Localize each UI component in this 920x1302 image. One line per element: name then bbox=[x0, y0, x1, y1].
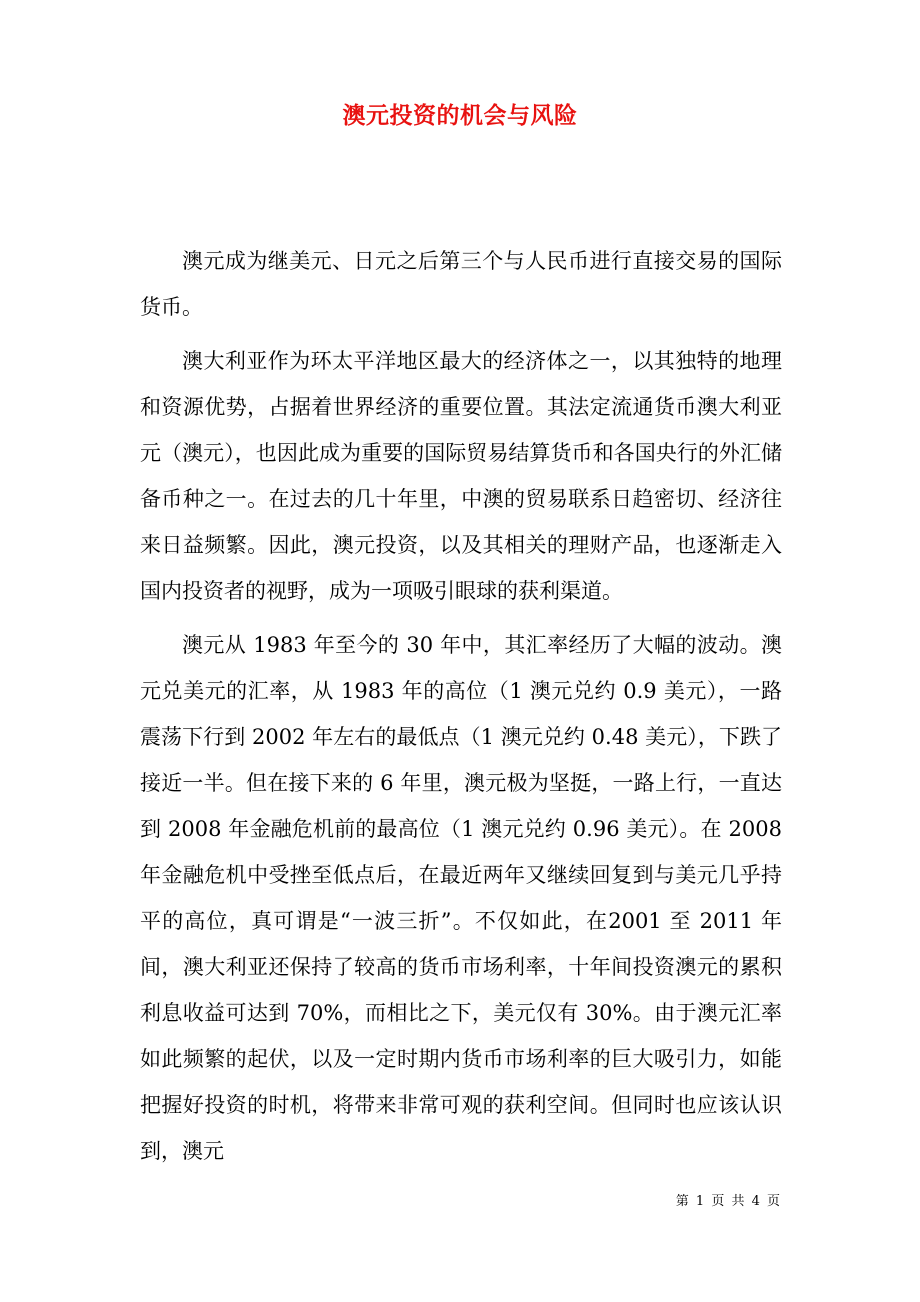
document-title: 澳元投资的机会与风险 bbox=[342, 102, 578, 129]
document-body bbox=[140, 238, 782, 1182]
page-number: 第 1 页 共 4 页 bbox=[675, 1194, 780, 1209]
paragraph-3: 澳元从 1983 年至今的 30 年中，其汇率经历了大幅的波动。澳元兑美元的汇率，从 1983 年的高位（1 澳元兑约 0.9 美元），一路震荡下行到 2002 年左右的最低点（1 澳元兑约 0.48 美元），下跌了接近一半。但在接下来的 6 年里，澳元极为坚挺，一路上行，一直达到 2008 年金融危机前的最高位（1 澳元兑约 0.96 美元）。在 2008 年金融危机中受挫至低点后，在最近两年又继续回复到与美元几乎持平的高位，真可谓是“一波三折”。不仅如此，在2001 至 2011 年间，澳大利亚还保持了较高的货币市场利率，十年间投资澳元的累积利息收益可达到 70%，而相比之下，美元仅有 30%。由于澳元汇率如此频繁的起伏，以及一定时期内货币市场利率的巨大吸引力，如能把握好投资的时机，将带来非常可观的获利空间。但同时也应该认识到，澳元 bbox=[140, 633, 782, 1163]
paragraph-2: 澳大利亚作为环太平洋地区最大的经济体之一，以其独特的地理和资源优势，占据着世界经济的重要位置。其法定流通货币澳大利亚元（澳元），也因此成为重要的国际贸易结算货币和各国央行的外汇储备币种之一。在过去的几十年里，中澳的贸易联系日趋密切、经济往来日益频繁。因此，澳元投资，以及其相关的理财产品，也逐渐走入国内投资者的视野，成为一项吸引眼球的获利渠道。 bbox=[140, 349, 782, 603]
paragraph-1: 澳元成为继美元、日元之后第三个与人民币进行直接交易的国际货币。 bbox=[140, 249, 782, 319]
